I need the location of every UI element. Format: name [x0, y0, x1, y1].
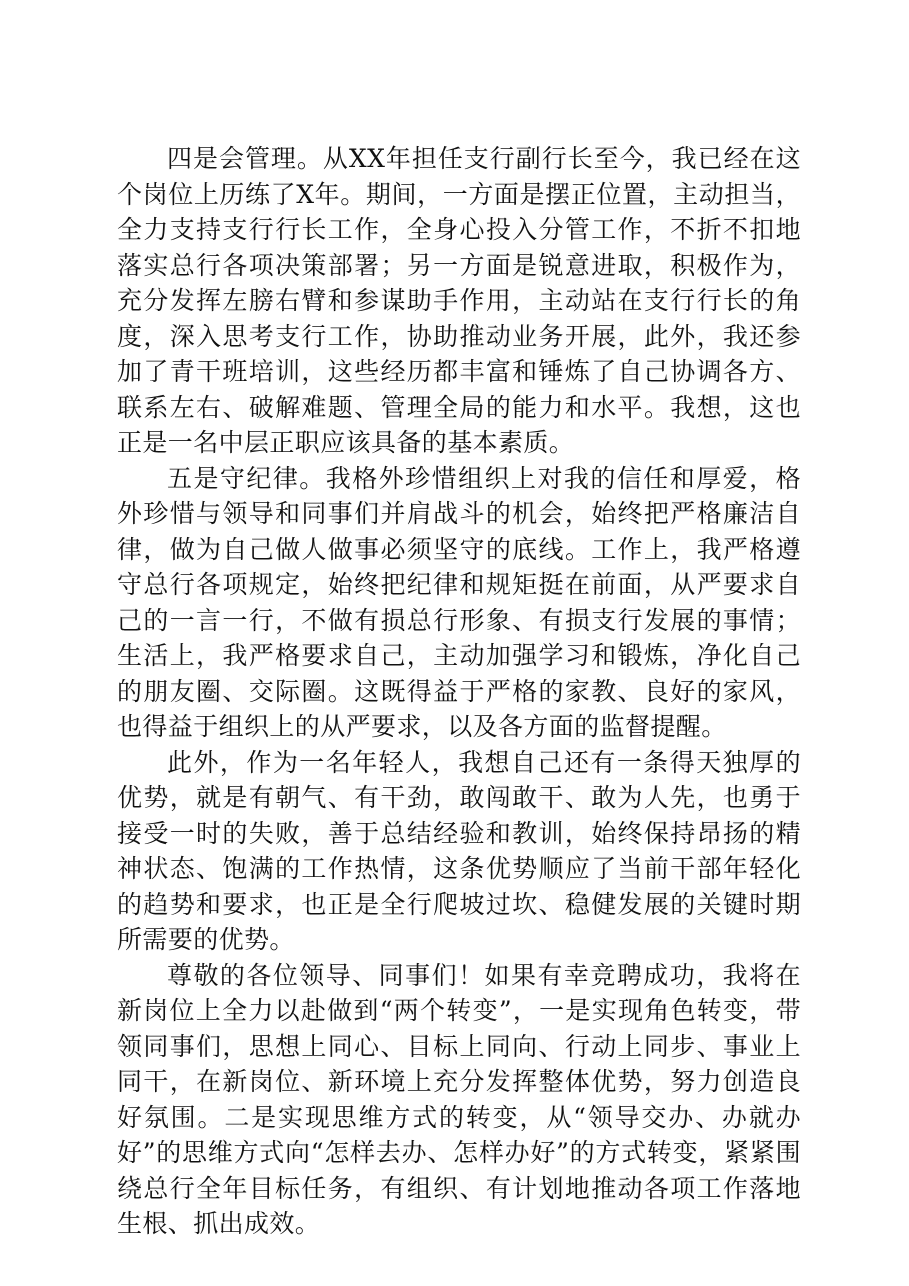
paragraph-two-transformations: 尊敬的各位领导、同事们！如果有幸竞聘成功，我将在新岗位上全力以赴做到“两个转变”，一是实现角色转变，带领同事们，思想上同心、目标上同向、行动上同步、事业上同干，在新岗位、新环境上充分发挥整体优势，努力创造良好氛围。二是实现思维方式的转变，从“领导交办、办就办好”的思维方式向“怎样去办、怎样办好”的方式转变，紧紧围绕总行全年目标任务，有组织、有计划地推动各项工作落地生根、抓出成效。 [117, 960, 801, 1238]
paragraph-management: 四是会管理。从XX年担任支行副行长至今，我已经在这个岗位上历练了X年。期间，一方面是摆正位置，主动担当，全力支持支行行长工作，全身心投入分管工作，不折不扣地落实总行各项决策部署；另一方面是锐意进取，积极作为，充分发挥左膀右臂和参谋助手作用，主动站在支行行长的角度，深入思考支行工作，协助推动业务开展，此外，我还参加了青干班培训，这些经历都丰富和锤炼了自己协调各方、联系左右、破解难题、管理全局的能力和水平。我想，这也正是一名中层正职应该具备的基本素质。 [117, 144, 801, 457]
paragraph-discipline: 五是守纪律。我格外珍惜组织上对我的信任和厚爱，格外珍惜与领导和同事们并肩战斗的机会，始终把严格廉洁自律，做为自己做人做事必须坚守的底线。工作上，我严格遵守总行各项规定，始终把纪律和规矩挺在前面，从严要求自己的一言一行，不做有损总行形象、有损支行发展的事情；生活上，我严格要求自己，主动加强学习和锻炼，净化自己的朋友圈、交际圈。这既得益于严格的家教、良好的家风，也得益于组织上的从严要求，以及各方面的监督提醒。 [117, 463, 801, 741]
document-body [117, 141, 801, 1242]
paragraph-youth-advantage: 此外，作为一名年轻人，我想自己还有一条得天独厚的优势，就是有朝气、有干劲，敢闯敢干、敢为人先，也勇于接受一时的失败，善于总结经验和教训，始终保持昂扬的精神状态、饱满的工作热情，这条优势顺应了当前干部年轻化的趋势和要求，也正是全行爬坡过坎、稳健发展的关键时期所需要的优势。 [117, 747, 801, 954]
